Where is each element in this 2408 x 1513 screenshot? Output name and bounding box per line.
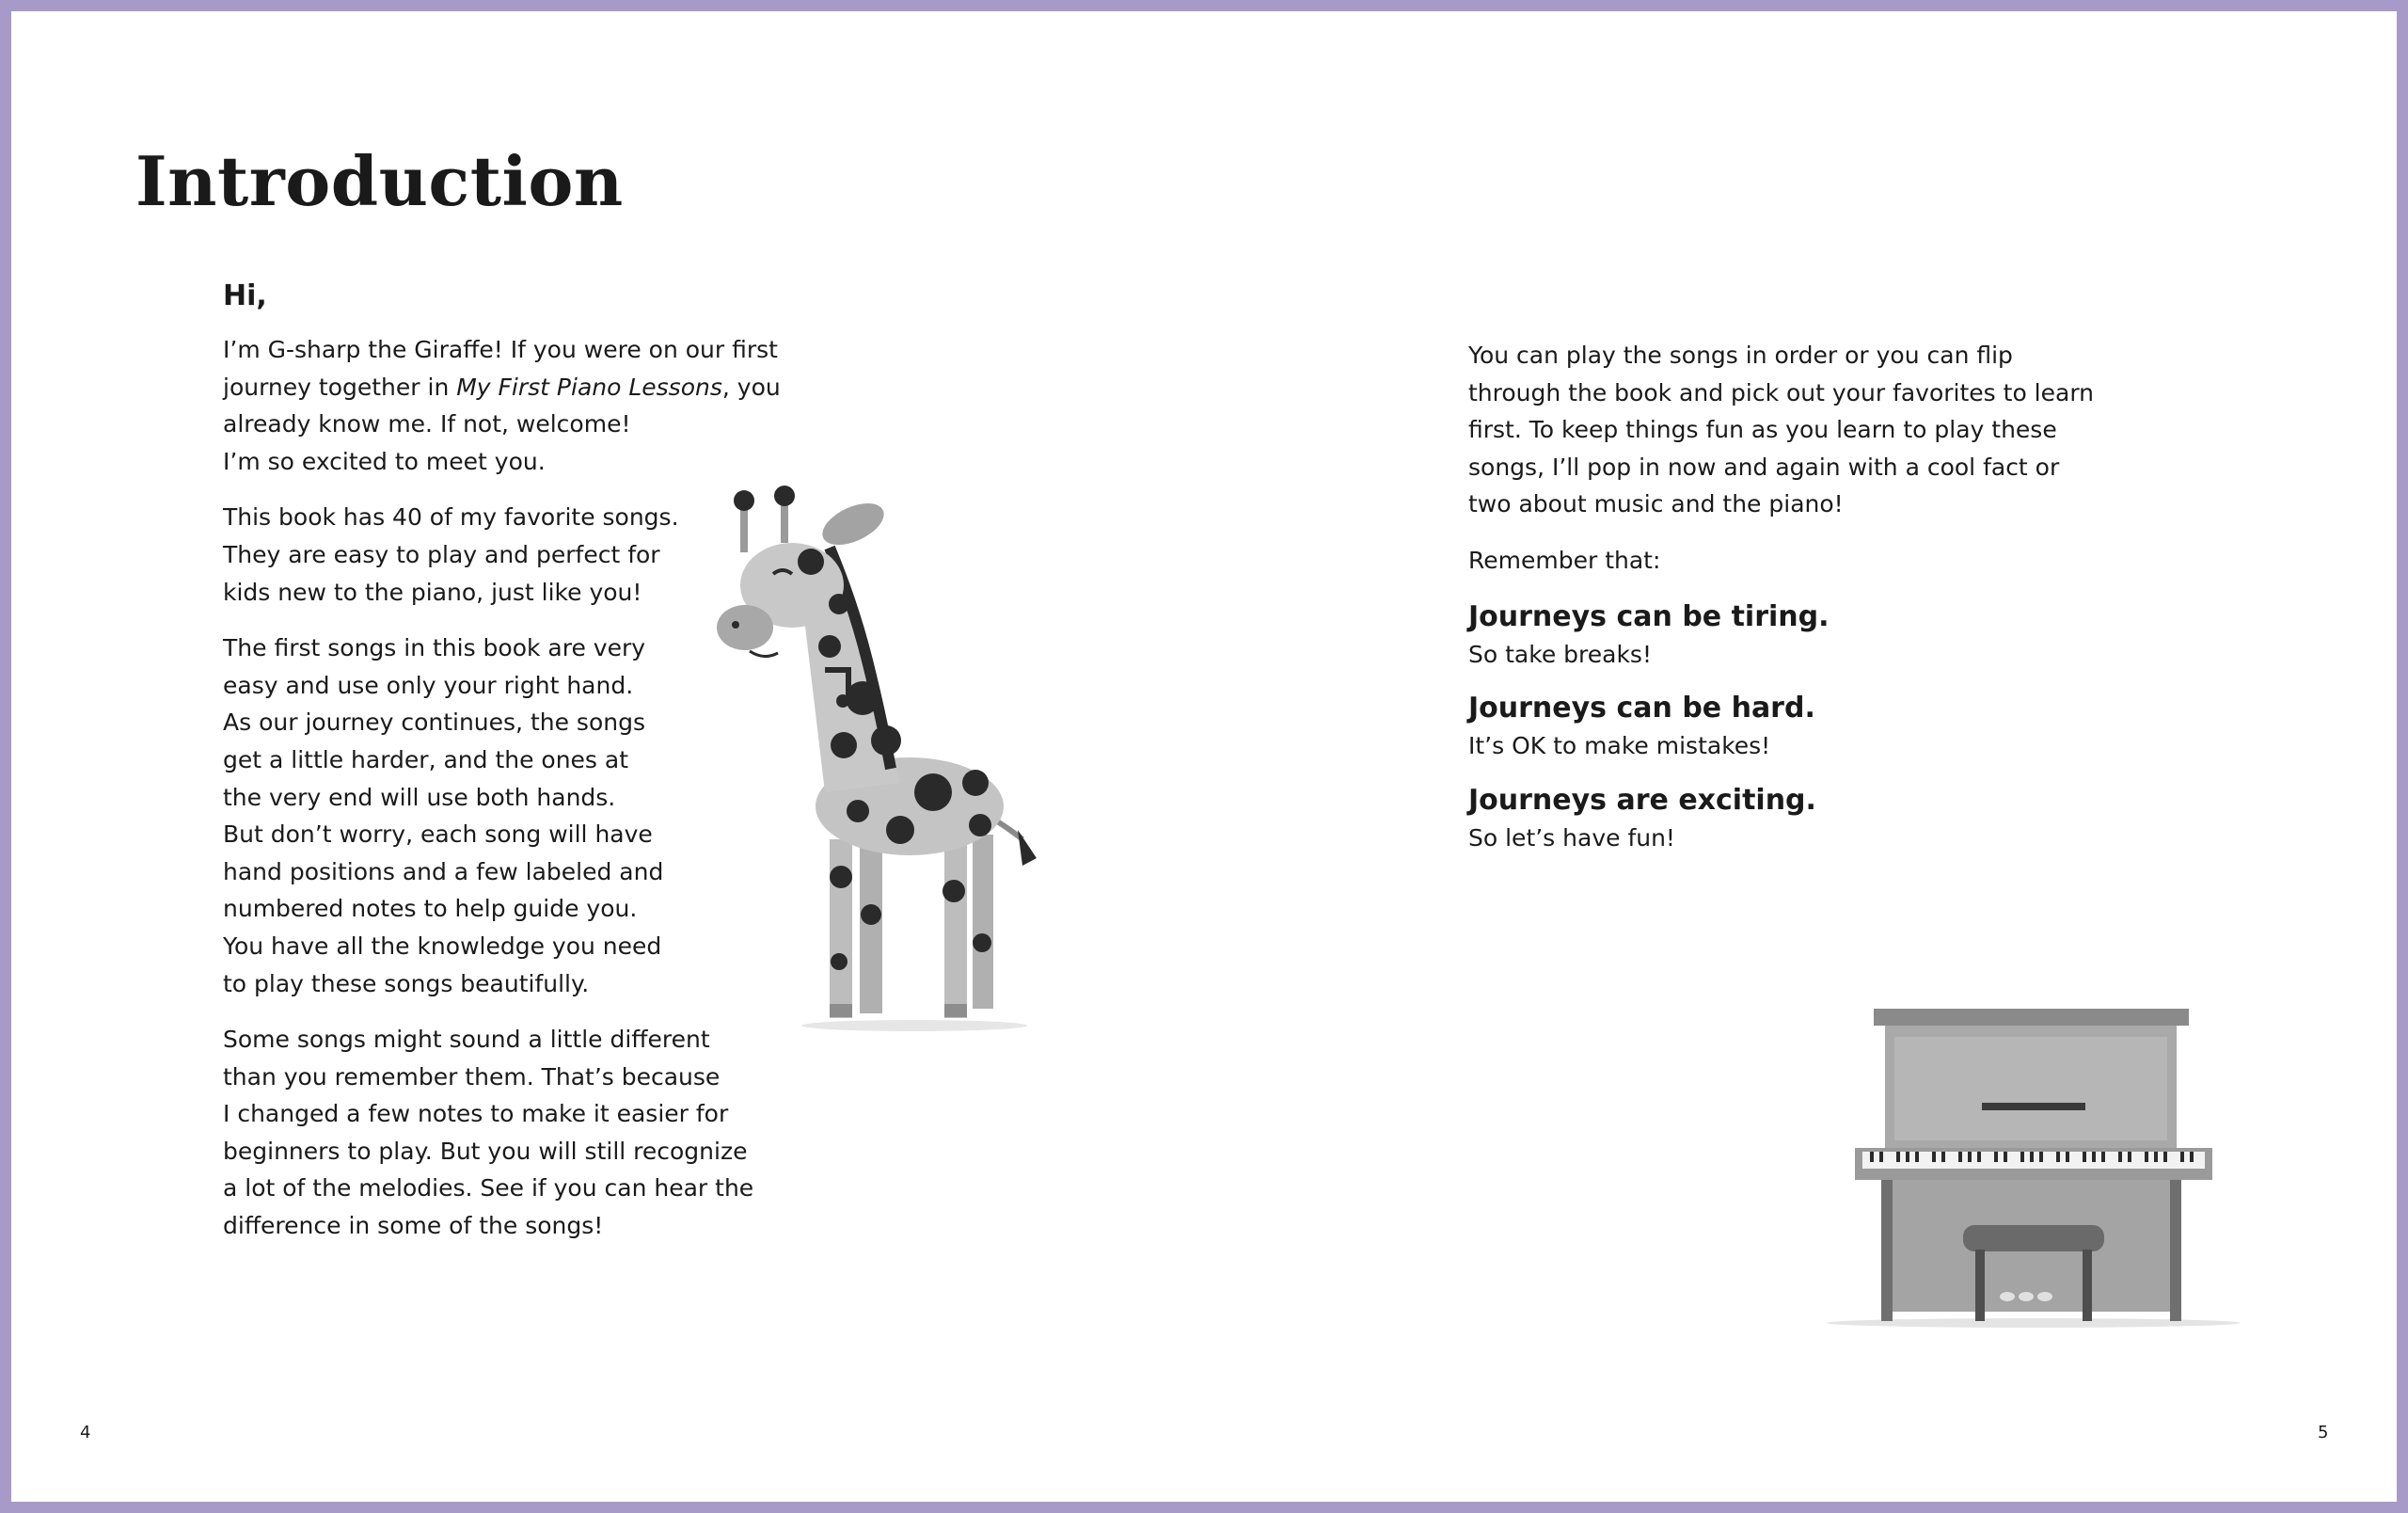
text-line: first. To keep things fun as you learn to play these	[1468, 416, 2057, 444]
text-line: songs, I’ll pop in now and again with a cool fact or	[1468, 453, 2060, 481]
right-intro-paragraph	[1468, 337, 2095, 523]
text-line: You have all the knowledge you need	[223, 932, 662, 960]
text-line: kids new to the piano, just like you!	[223, 578, 642, 606]
left-paragraph	[223, 629, 768, 1002]
text-line: I’m so excited to meet you.	[223, 447, 546, 475]
text-line: through the book and pick out your favorites to learn	[1468, 378, 2095, 406]
text-line: numbered notes to help guide you.	[223, 895, 638, 923]
text-line: than you remember them. That’s because	[223, 1062, 721, 1091]
giraffe-illustration	[698, 472, 1093, 1037]
page-number-left: 4	[80, 1423, 91, 1442]
journeys-list	[1468, 598, 2089, 857]
text-line: difference in some of the songs!	[223, 1212, 604, 1240]
left-paragraphs	[223, 331, 781, 1245]
text-line: the very end will use both hands.	[223, 783, 616, 811]
journey-heading: Journeys are exciting.	[1468, 783, 1816, 817]
left-paragraph	[223, 331, 781, 480]
left-paragraph	[223, 1021, 768, 1245]
text-line: This book has 40 of my favorite songs.	[223, 503, 679, 532]
journey-subtext: So let’s have fun!	[1468, 823, 1675, 852]
text-line	[223, 369, 781, 406]
piano-illustration	[1817, 999, 2250, 1338]
text-line: You can play the songs in order or you can flip	[1468, 342, 2013, 369]
text-line: already know me. If not, welcome!	[223, 410, 631, 438]
text-line: to play these songs beautifully.	[223, 969, 590, 997]
remember-line: Remember that:	[1468, 546, 1661, 574]
text-line: beginners to play. But you will still recognize	[223, 1137, 748, 1165]
greeting: Hi,	[223, 279, 267, 312]
journey-subtext: So take breaks!	[1468, 640, 1652, 668]
left-paragraph	[223, 499, 768, 611]
text-fragment: , you	[721, 373, 781, 401]
right-column	[1468, 337, 2095, 873]
left-column	[223, 278, 781, 1264]
text-line: The first songs in this book are very	[223, 634, 646, 662]
journey-heading: Journeys can be tiring.	[1468, 599, 1830, 633]
journey-heading: Journeys can be hard.	[1468, 692, 1815, 725]
text-line: get a little harder, and the ones at	[223, 745, 629, 773]
text-line: a lot of the melodies. See if you can hear the	[223, 1174, 754, 1202]
text-fragment: journey together in	[223, 373, 457, 401]
page-number-right: 5	[2318, 1423, 2329, 1442]
text-line: They are easy to play and perfect for	[223, 540, 660, 568]
text-line: Some songs might sound a little different	[223, 1026, 710, 1054]
book-spread	[11, 11, 2397, 1502]
text-line: I’m G-sharp the Giraffe! If you were on our first	[223, 336, 778, 363]
text-line: two about music and the piano!	[1468, 490, 1844, 518]
journey-subtext: It’s OK to make mistakes!	[1468, 732, 1771, 760]
text-line: But don’t worry, each song will have	[223, 820, 653, 849]
book-title: My First Piano Lessons	[456, 373, 722, 401]
text-line: hand positions and a few labeled and	[223, 857, 664, 885]
text-line: As our journey continues, the songs	[223, 709, 645, 737]
text-line: easy and use only your right hand.	[223, 671, 634, 699]
text-line: I changed a few notes to make it easier for	[223, 1100, 729, 1128]
page-title: Introduction	[135, 141, 624, 221]
